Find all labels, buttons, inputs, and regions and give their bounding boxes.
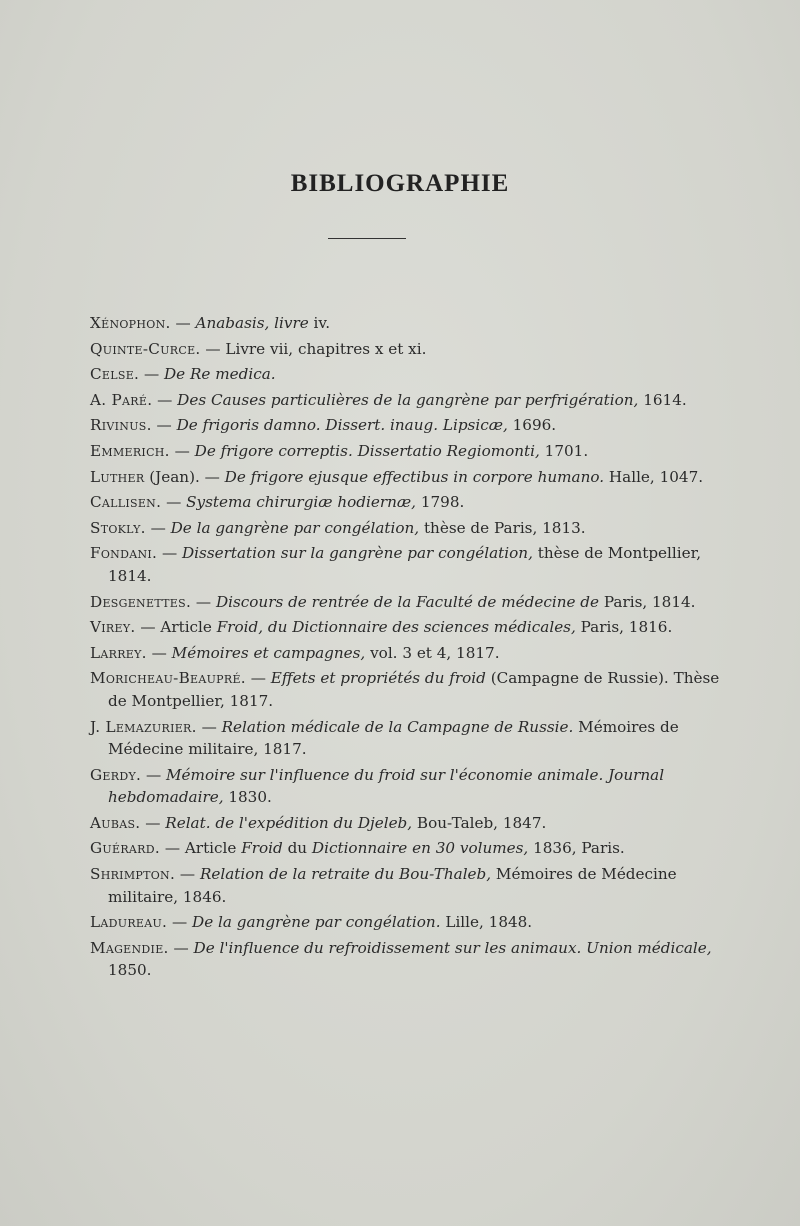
entry-text: 1850. [108,961,152,980]
entry-text: 1798. [416,493,465,512]
bibliography-entry [90,667,730,712]
entry-text: — [152,390,178,409]
entry-text: — [175,865,200,884]
entry-title: Discours de rentrée de la Faculté de médecine de [215,592,600,611]
entry-author: Gerdy. [90,765,142,784]
entry-title: De frigoris damno. Dissert. inaug. Lipsicæ, [176,416,508,435]
entry-text: thèse de Paris, 1813. [419,518,586,537]
entry-text: vol. 3 et 4, 1817. [365,643,500,662]
entry-text: Halle, 1047. [604,467,704,486]
bibliography-entry [90,863,730,908]
entry-author: Quinte-Curce. [90,339,201,358]
bibliography-entry [90,591,730,614]
bibliography-entry [90,466,730,489]
bibliography-entry [90,414,730,437]
page-title: BIBLIOGRAPHIE [290,170,510,197]
entry-title: Relation de la retraite du Bou-Thaleb, [199,865,492,884]
entry-title: Froid [241,839,283,858]
entry-author: Larrey. [90,643,147,662]
entry-title: Mémoires et campagnes, [171,643,366,662]
entry-author: Magendie. [90,938,169,957]
entry-text: — [139,365,164,384]
bibliography-entry [90,312,730,335]
entry-text: iv. [308,314,331,332]
bibliography-entry [90,642,730,665]
entry-text: du [282,839,312,858]
title-divider [328,238,406,239]
entry-text: 1614. [638,390,687,409]
entry-text: — [167,913,193,932]
entry-title: De la gangrène par congélation. [192,913,441,932]
entry-author: Emmerich. [90,441,170,460]
entry-author: Desgenettes. [90,592,192,611]
bibliography-entry [90,517,730,540]
entry-author: Celse. [90,365,140,384]
entry-text: — [141,765,166,784]
entry-author: Xénophon. [90,314,171,332]
bibliography-entry [90,440,730,463]
entry-text: — [146,643,172,662]
entry-text: Lille, 1848. [440,913,533,932]
bibliography-entry [90,812,730,835]
entry-title: Effets et propriétés du froid [270,669,486,688]
entry-title: Des Causes particulières de la gangrène par perfrigération, [177,390,639,409]
entry-author: Guérard. [90,839,160,858]
entry-text: — [191,592,216,611]
entry-author: Aubas. [90,813,141,832]
entry-text: — [140,813,166,832]
entry-author: Shrimpton. [90,865,176,884]
bibliography-entry [90,616,730,639]
entry-text: 1830. [223,788,272,807]
entry-title: Anabasis, livre [195,314,309,332]
entry-author: J. Lemazurier. [90,717,197,736]
bibliography-entry [90,491,730,514]
entry-text: 1836, Paris. [528,839,625,858]
entry-text: (Campagne de Russie). Thèse de Montpellier, 1817. [108,669,720,710]
entry-title: Dictionnaire en 30 volumes, [311,839,529,858]
entry-text: Bou-Taleb, 1847. [412,813,547,832]
entry-text: thèse de Montpellier, 1814. [108,544,702,585]
entry-text: — Article [135,618,217,637]
bibliography-entry [90,363,730,386]
entry-author: A. Paré. [90,390,153,409]
entry-title: Relat. de l'expédition du Djeleb, [165,813,413,832]
entry-author: Fondani. [90,544,158,563]
bibliography-entry [90,338,730,361]
entry-title: De frigore ejusque effectibus in corpore humano. [224,467,605,486]
entry-title: De frigore correptis. Dissertatio Regiomonti, [194,441,540,460]
entry-text: 1701. [539,441,589,460]
entry-text: 1696. [507,416,557,435]
entry-author: Rivinus. [90,416,152,435]
bibliography-list [90,312,730,985]
entry-author: Moricheau-Beaupré. [90,669,246,688]
entry-title: De l'influence du refroidissement sur les animaux. Union médicale, [193,938,712,957]
entry-text: — [168,938,194,957]
entry-text: Mémoires de Médecine militaire, 1817. [108,717,679,759]
entry-title: Froid, du Dictionnaire des sciences médicales, [216,618,576,637]
bibliography-entry [90,911,730,934]
entry-text: — [169,441,195,460]
entry-title: De la gangrène par congélation, [170,518,420,537]
bibliography-entry [90,542,730,587]
entry-text: — [170,314,196,332]
bibliography-entry [90,716,730,761]
entry-text: Paris, 1816. [575,618,673,637]
entry-text: — [151,416,177,435]
entry-author: Ladureau. [90,913,168,932]
entry-title: De Re medica. [164,365,276,384]
entry-text: — [245,669,271,688]
entry-text: — [145,518,171,537]
entry-title: Relation médicale de la Campagne de Russie. [221,717,574,736]
entry-author: Callisen. [90,493,162,512]
bibliography-entry [90,837,730,860]
entry-title: Systema chirurgiæ hodiernæ, [186,493,417,512]
bibliography-entry [90,937,730,982]
entry-text: — Article [160,839,242,858]
bibliography-entry [90,389,730,412]
entry-author: Virey. [90,618,136,637]
entry-text: Paris, 1814. [599,592,696,611]
entry-text: — [196,717,222,736]
bibliography-entry [90,764,730,809]
entry-author: Stokly. [90,518,146,537]
entry-title: Dissertation sur la gangrène par congélation, [182,544,533,563]
entry-author: Luther [90,467,145,486]
entry-text: Mémoires de Médecine militaire, 1846. [108,865,677,906]
entry-title: Mémoire sur l'influence du froid sur l'économie animale. Journal hebdomadaire, [108,765,665,807]
entry-text: — [161,493,187,512]
entry-text: (Jean). — [144,467,225,486]
entry-text: — Livre vii, chapitres x et xi. [200,339,427,358]
entry-text: — [157,544,182,563]
